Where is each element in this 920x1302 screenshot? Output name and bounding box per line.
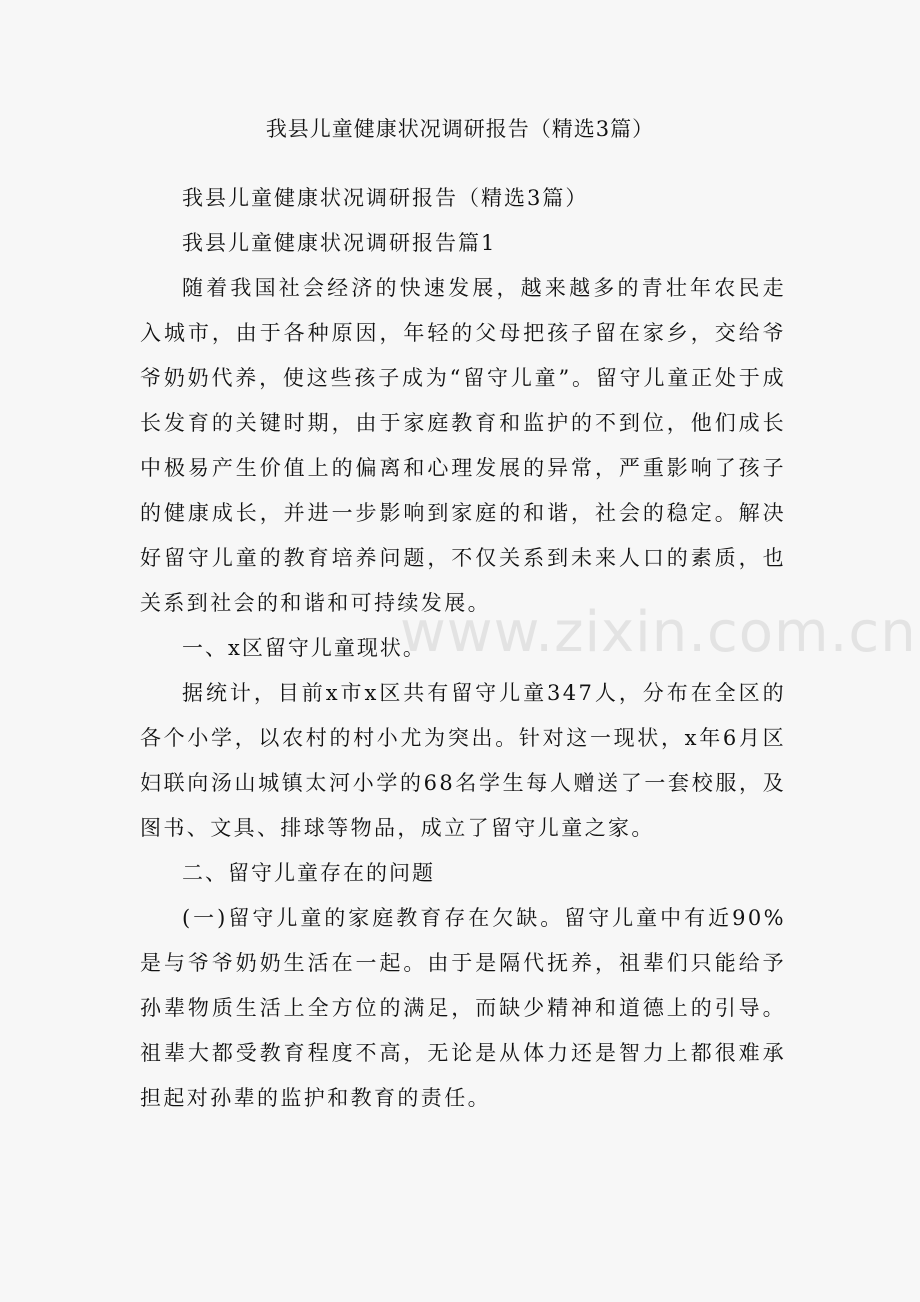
document-body [140,176,786,1121]
statistics-paragraph: 据统计，目前x市x区共有留守儿童347人，分布在全区的各个小学，以农村的村小尤为突出。针对这一现状，x年6月区妇联向汤山城镇太河小学的68名学生每人赠送了一套校服，及图书、文具、排球等物品，成立了留守儿童之家。 [140,681,786,840]
site-watermark: www.zixin.com.cn [400,600,917,665]
section-heading-problems: 二、留守儿童存在的问题 [182,861,435,885]
intro-paragraph: 随着我国社会经济的快速发展，越来越多的青壮年农民走入城市，由于各种原因，年轻的父母把孩子留在家乡，交给爷爷奶奶代养，使这些孩子成为“留守儿童”。留守儿童正处于成长发育的关键时期，由于家庭教育和监护的不到位，他们成长中极易产生价值上的偏离和心理发展的异常，严重影响了孩子的健康成长，并进一步影响到家庭的和谐，社会的稳定。解决好留守儿童的教育培养问题，不仅关系到未来人口的素质，也关系到社会的和谐和可持续发展。 [140,276,786,615]
document-title: 我县儿童健康状况调研报告（精选3篇） [265,117,655,141]
section-heading-status: 一、x区留守儿童现状。 [182,636,426,660]
subtitle-paragraph: 我县儿童健康状况调研报告（精选3篇） [182,186,589,210]
section-heading-part-1: 我县儿童健康状况调研报告篇1 [182,231,497,255]
family-education-paragraph: (一)留守儿童的家庭教育存在欠缺。留守儿童中有近90%是与爷爷奶奶生活在一起。由于是隔代抚养，祖辈们只能给予孙辈物质生活上全方位的满足，而缺少精神和道德上的引导。祖辈大都受教育程度不高，无论是从体力还是智力上都很难承担起对孙辈的监护和教育的责任。 [140,906,786,1110]
